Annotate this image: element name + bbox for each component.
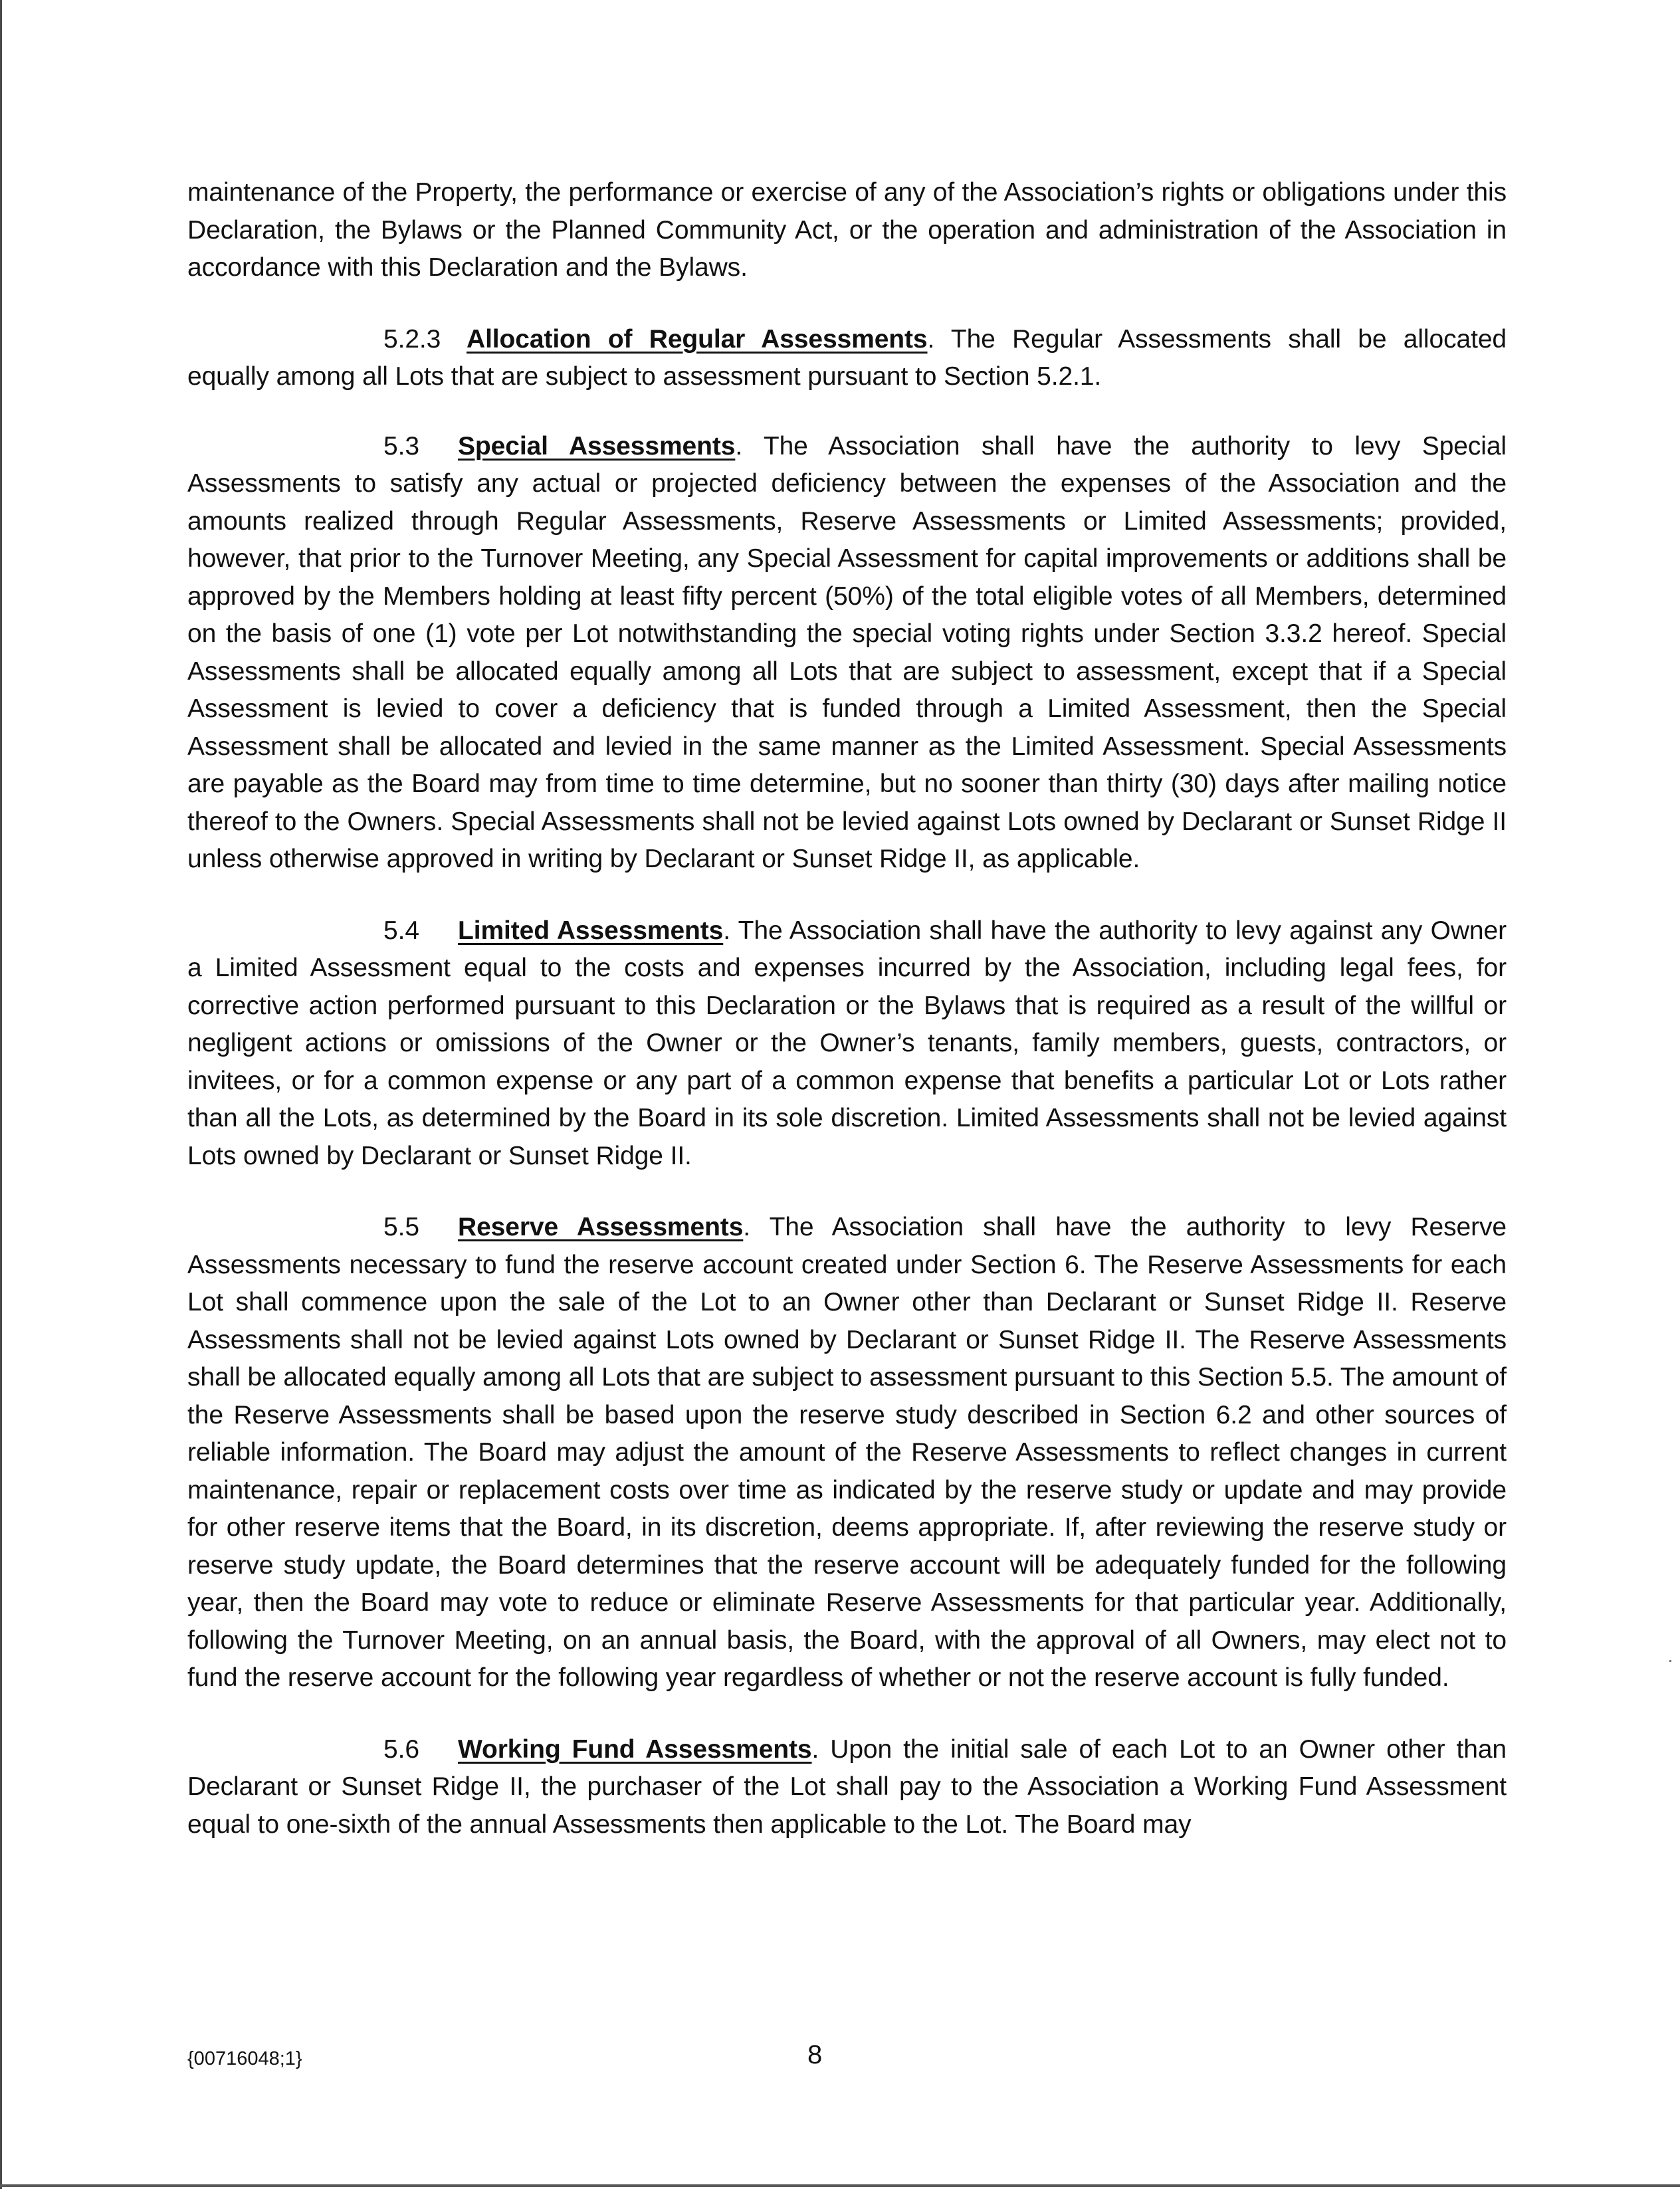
paragraph-continuation bbox=[187, 174, 1507, 287]
section-number: 5.5 bbox=[383, 1213, 419, 1241]
scan-edge-bottom bbox=[0, 2184, 1680, 2187]
section-heading: Allocation of Regular Assessments bbox=[467, 324, 928, 354]
paragraph-text: maintenance of the Property, the performance or exercise of any of the Association’s rights or obligations under this Declaration, the Bylaws or the Planned Community Act, or the operation and administration of the Association in accordance with this Declaration and the Bylaws. bbox=[187, 178, 1507, 282]
section-heading: Special Assessments bbox=[458, 431, 736, 461]
document-id: {00716048;1} bbox=[187, 2048, 302, 2069]
section-number: 5.3 bbox=[383, 431, 419, 461]
scan-speck bbox=[1669, 1660, 1671, 1662]
section-text: . The Association shall have the authority to levy against any Owner a Limited Assessment equal to the costs and expenses incurred by the Association, including legal fees, for corrective action performed pursuant to this Declaration or the Bylaws that is required as a result of the willful or negligent actions or omissions of the Owner or the Owner’s tenants, family members, guests, contractors, or invitees, or for a common expense or any part of a common expense that benefits a particular Lot or Lots rather than all the Lots, as determined by the Board in its sole discretion. Limited Assessments shall not be levied against Lots owned by Declarant or Sunset Ridge II. bbox=[187, 916, 1507, 1170]
section-heading: Limited Assessments bbox=[458, 916, 724, 945]
section-text: . The Regular Assessments shall be allocated equally among all Lots that are subject to assessment pursuant to Section 5.2.1. bbox=[187, 324, 1507, 391]
section-5-2-3 bbox=[187, 321, 1507, 396]
section-5-3 bbox=[187, 428, 1507, 879]
section-5-4 bbox=[187, 912, 1507, 1176]
section-heading: Reserve Assessments bbox=[458, 1213, 744, 1241]
section-heading: Working Fund Assessments bbox=[458, 1734, 812, 1764]
section-number: 5.2.3 bbox=[383, 324, 441, 354]
section-5-5 bbox=[187, 1209, 1507, 1697]
section-5-6 bbox=[187, 1731, 1507, 1844]
scan-edge-left bbox=[0, 0, 2, 2189]
section-number: 5.6 bbox=[383, 1734, 419, 1764]
section-text: . The Association shall have the authority to levy Special Assessments to satisfy any actual or projected deficiency between the expenses of the Association and the amounts realized through Regular Assessments, Reserve Assessments or Limited Assessments; provided, however, that prior to the Turnover Meeting, any Special Assessment for capital improvements or additions shall be approved by the Members holding at least fifty percent (50%) of the total eligible votes of all Members, determined on the basis of one (1) vote per Lot notwithstanding the special voting rights under Section 3.3.2 hereof. Special Assessments shall be allocated equally among all Lots that are subject to assessment, except that if a Special Assessment is levied to cover a deficiency that is funded through a Limited Assessment, then the Special Assessment shall be allocated and levied in the same manner as the Limited Assessment. Special Assessments are payable as the Board may from time to time determine, but no sooner than thirty (30) days after mailing notice thereof to the Owners. Special Assessments shall not be levied against Lots owned by Declarant or Sunset Ridge II unless otherwise approved in writing by Declarant or Sunset Ridge II, as applicable. bbox=[187, 431, 1507, 873]
page-number: 8 bbox=[807, 2040, 823, 2069]
section-number: 5.4 bbox=[383, 916, 419, 945]
section-text: . Upon the initial sale of each Lot to an Owner other than Declarant or Sunset Ridge II, the purchaser of the Lot shall pay to the Association a Working Fund Assessment equal to one-sixth of the annual Assessments then applicable to the Lot. The Board may bbox=[187, 1734, 1507, 1839]
section-text: . The Association shall have the authority to levy Reserve Assessments necessary to fund the reserve account created under Section 6. The Reserve Assessments for each Lot shall commence upon the sale of the Lot to an Owner other than Declarant or Sunset Ridge II. Reserve Assessments shall not be levied against Lots owned by Declarant or Sunset Ridge II. The Reserve Assessments shall be allocated equally among all Lots that are subject to assessment pursuant to this Section 5.5. The amount of the Reserve Assessments shall be based upon the reserve study described in Section 6.2 and other sources of reliable information. The Board may adjust the amount of the Reserve Assessments to reflect changes in current maintenance, repair or replacement costs over time as indicated by the reserve study or update and may provide for other reserve items that the Board, in its discretion, deems appropriate. If, after reviewing the reserve study or reserve study update, the Board determines that the reserve account will be adequately funded for the following year, then the Board may vote to reduce or eliminate Reserve Assessments for that particular year. Additionally, following the Turnover Meeting, on an annual basis, the Board, with the approval of all Owners, may elect not to fund the reserve account for the following year regardless of whether or not the reserve account is fully funded. bbox=[187, 1213, 1507, 1692]
document-page bbox=[187, 174, 1507, 1877]
